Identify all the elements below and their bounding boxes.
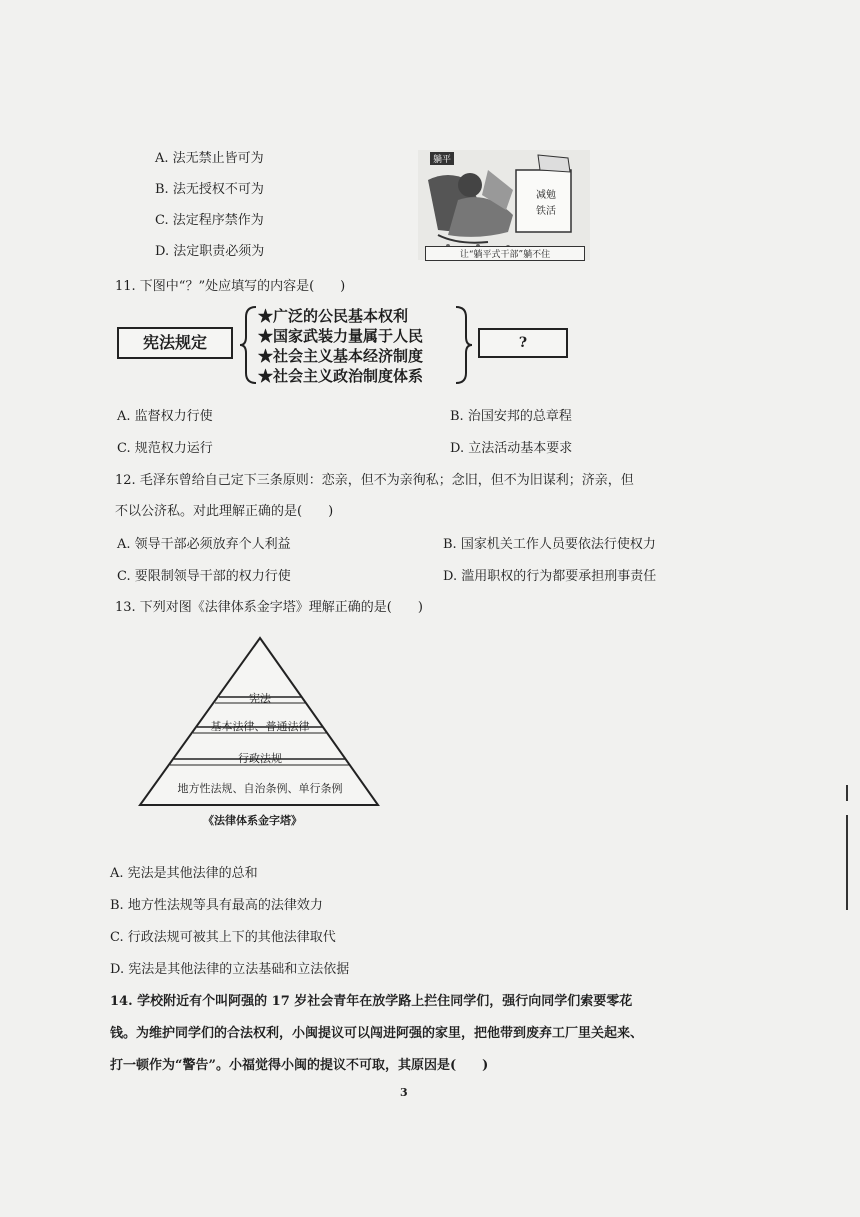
q12-option-a: A. 领导干部必须放弃个人利益 (117, 537, 291, 552)
scan-edge-mark (846, 785, 848, 801)
q10-option-d: D. 法定职责必须为 (155, 244, 265, 259)
q13-option-c: C. 行政法规可被其上下的其他法律取代 (110, 930, 336, 945)
q12-option-b: B. 国家机关工作人员要依法行使权力 (443, 537, 656, 552)
q14-line3: 打一顿作为“警告”。小福觉得小闽的提议不可取，其原因是( ) (110, 1058, 489, 1073)
cartoon-paper-line1: 减勉 (536, 190, 556, 201)
pyramid-layer-basic-laws: 基本法律、普通法律 (210, 720, 310, 733)
q13-stem: 13. 下列对图《法律体系金字塔》理解正确的是( ) (115, 600, 423, 615)
cartoon-paper-line2: 铁活 (536, 206, 556, 217)
q12-stem-line1: 12. 毛泽东曾给自己定下三条原则：恋亲，但不为亲徇私；念旧，但不为旧谋利；济亲，但 (115, 473, 634, 488)
q11-option-d: D. 立法活动基本要求 (450, 441, 573, 456)
q12-stem-line2: 不以公济私。对此理解正确的是( ) (115, 504, 334, 519)
q14-line2: 钱。为维护同学们的合法权利，小闽提议可以闯进阿强的家里，把他带到废弃工厂里关起来、 (110, 1026, 644, 1041)
q11-stem: 11. 下图中“？”处应填写的内容是( ) (115, 279, 346, 294)
constitution-box (117, 327, 233, 359)
q10-option-a: A. 法无禁止皆可为 (155, 151, 264, 166)
q13-option-d: D. 宪法是其他法律的立法基础和立法依据 (110, 962, 350, 977)
q12-option-c: C. 要限制领导干部的权力行使 (117, 569, 291, 584)
right-curly-brace (452, 305, 474, 385)
q13-option-a: A. 宪法是其他法律的总和 (110, 866, 258, 881)
pyramid-layer-admin-regulations: 行政法规 (238, 752, 282, 765)
answer-box (478, 328, 568, 358)
scan-edge-mark (846, 815, 848, 910)
q10-option-b: B. 法无授权不可为 (155, 182, 264, 197)
q11-option-c: C. 规范权力运行 (117, 441, 213, 456)
constitution-box-label: 宪法规定 (142, 333, 207, 352)
pyramid-layer-local-regulations: 地方性法规、自治条例、单行条例 (177, 782, 343, 795)
cartoon-drawing (418, 150, 590, 260)
pyramid-layer-constitution: 宪法 (249, 692, 271, 705)
cartoon-caption: 让“躺平式干部”躺不住 (425, 246, 585, 261)
q11-option-b: B. 治国安邦的总章程 (450, 409, 572, 424)
pyramid-caption: 《法律体系金字塔》 (203, 814, 302, 827)
q14-line1: 14. 学校附近有个叫阿强的 17 岁社会青年在放学路上拦住同学们，强行向同学们索要零花 (110, 994, 633, 1009)
cartoon-sign: 躺平 (430, 152, 454, 165)
answer-box-label: ? (518, 335, 528, 351)
q11-option-a: A. 监督权力行使 (117, 409, 213, 424)
q10-option-c: C. 法定程序禁作为 (155, 213, 264, 228)
page-number: 3 (400, 1086, 408, 1099)
provision-item: ★广泛的公民基本权利 (258, 307, 409, 325)
provision-item: ★社会主义基本经济制度 (258, 347, 424, 365)
cartoon-illustration (418, 150, 590, 260)
q12-option-d: D. 滥用职权的行为都要承担刑事责任 (443, 569, 657, 584)
provision-item: ★社会主义政治制度体系 (258, 367, 424, 385)
provision-item: ★国家武装力量属于人民 (258, 327, 424, 345)
left-curly-brace (238, 305, 260, 385)
q13-option-b: B. 地方性法规等具有最高的法律效力 (110, 898, 323, 913)
